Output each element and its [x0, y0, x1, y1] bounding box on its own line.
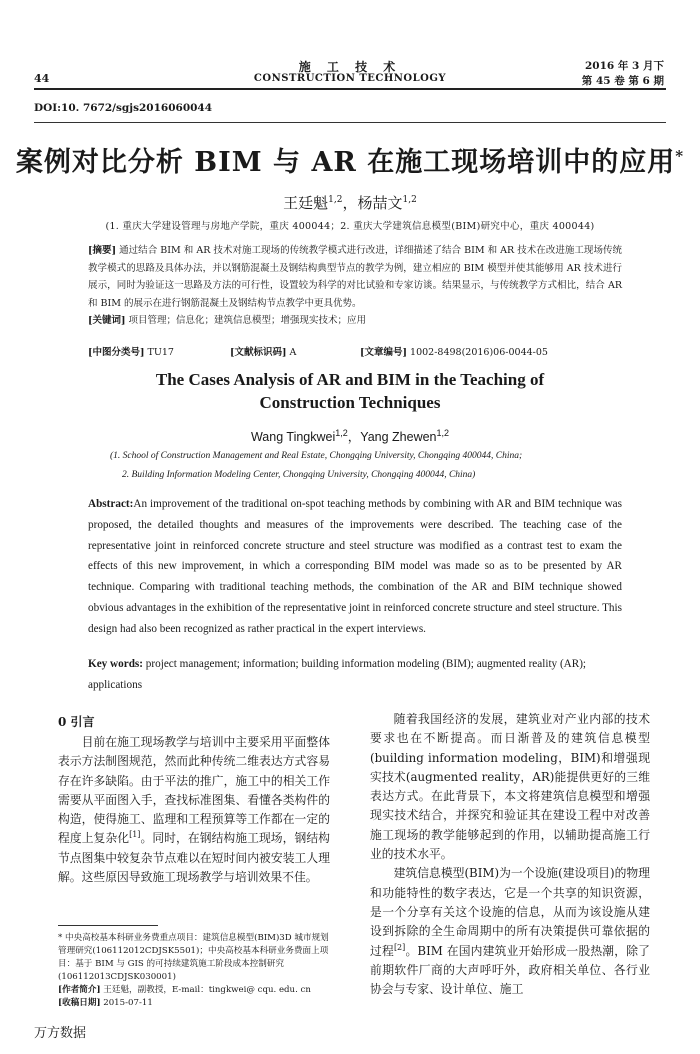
journal-title-en: CONSTRUCTION TECHNOLOGY: [253, 73, 447, 84]
body-right-column: 随着我国经济的发展，建筑业对产业内部的技术要求也在不断提高。而日渐普及的建筑信息模型(building information modeling，BIM)和增强现实技术(augmented reality，AR)能提供更好的三维表达方式。在此背景下，本文将建筑信息模型和增强现实技术结合，并探究和验证其在建设工程中对改善施工现场的教学能够起到的作用，以辅助提高施工行业的技术水平。 建筑信息模型(BIM)为一个设施(建设项目)的物理和功能特性的数字表达，它是一个共享的知识资源，是一个分享有关这个设施的信息，从而为该设施从建设到拆除的全生命周期中的所有决策提供可靠依据的过程[2]。BIM 在国内建筑业开始形成一股热潮，除了前期软件厂商的大声呼吁外，政府相关单位、各行业协会与专家、设计单位、施工: [370, 712, 650, 997]
section-heading-intro: 0 引言: [58, 715, 95, 729]
abstract-cn: [摘要] 通过结合 BIM 和 AR 技术对施工现场的传统教学模式进行改进，详细描述了结合 BIM 和 AR 技术在改进施工现场传统教学模式的思路及具体办法，并以钢筋混凝土及钢结构典型节点的教学为例，建立相应的 BIM 模型并使其能够用 AR 技术进行展示，同时为验证这一思路及方法的可行性，设置较为科学的对比试验和专家访谈。结果显示，与传统教学方式相比，结合 AR 和 BIM 的展示在进行钢筋混凝土及钢结构节点教学中更具优势。 [关键词] 项目管理；信息化；建筑信息模型；增强现实技术；应用: [88, 245, 622, 326]
watermark: 万方数据: [34, 1026, 87, 1041]
header-rule: [34, 88, 666, 90]
affiliations-en: (1. School of Construction Management and Real Estate, Chongqing University, Chongqing 400044, China; 2. Building Information Modeling Center, Chongqing University, Chongqing 400044, China): [110, 451, 523, 480]
authors-cn: 王廷魁$^{1,2}$，杨喆文$^{1,2}$: [283, 194, 417, 212]
doi: DOI:10. 7672/sgjs2016060044: [34, 102, 213, 114]
abstract-en: Abstract:An improvement of the traditional on-spot teaching methods by combining with AR and BIM technique was proposed, the detailed thoughts and measures of the improvements were described. The teaching case of the representative joint in reinforced concrete structure and steel structure was modified as a contrast test to exam the effects of this new improvement, in which a corresponding BIM model was made so as to be presented by AR technique. Comparing with traditional teaching methods, the combination of the AR and BIM technique showed obvious advantages in the exhibition of the representative joint in reinforced concrete structure and steel structure. This design had also been recognized as rather practical in the expert interviews.: [88, 498, 622, 635]
page-number: 44: [34, 72, 50, 85]
issue-volume: 第 45 卷 第 6 期: [581, 75, 664, 87]
affiliations-cn: (1. 重庆大学建设管理与房地产学院，重庆 400044；2. 重庆大学建筑信息模型(BIM)研究中心，重庆 400044): [105, 221, 595, 232]
body-left-column: 目前在施工现场教学与培训中主要采用平面整体表示方法制图规范，然而此种传统二维表达方式容易存在许多缺陷。由于平法的推广，施工中的相关工作需要从平面图入手，查找标准图集、看懂各类构件的构造，使得施工、监理和工程预算等工作都在一定的程度上复杂化[1]。同时，在钢结构施工现场，钢结构节点图集中较复杂节点难以在短时间内被安装工人理解。这些原因导致施工现场教学与培训效果不佳。: [58, 735, 330, 885]
keywords-en: Key words: project management; information; building information modeling (BIM); augmented reality (AR); applications: [88, 658, 587, 691]
footnote-rule: [58, 925, 158, 926]
issue-date: 2016 年 3 月下: [585, 60, 664, 72]
paper-title-en: The Cases Analysis of AR and BIM in the Teaching of Construction Techniques: [155, 370, 545, 412]
paper-title-cn: 案例对比分析 BIM 与 AR 在施工现场培训中的应用*: [15, 147, 685, 178]
journal-title-cn: 施 工 技 术: [298, 60, 402, 74]
authors-en: Wang Tingkwei$^{1,2}$，Yang Zhewen$^{1,2}$: [250, 427, 450, 444]
footnote: * 中央高校基本科研业务费重点项目：建筑信息模型(BIM)3D 城市规划管理研究(106112012CDJSK5501)；中央高校基本科研业务费面上项目：基于 BIM 与 GIS 的可持续建筑施工阶段成本控制研究(106112013CDJSK030001) [作者简介] 王廷魁，副教授，E-mail：tingkwei@ cqu. edu. cn [收稿日期] 2015-07-11: [58, 933, 329, 1008]
doi-rule: [34, 122, 666, 123]
